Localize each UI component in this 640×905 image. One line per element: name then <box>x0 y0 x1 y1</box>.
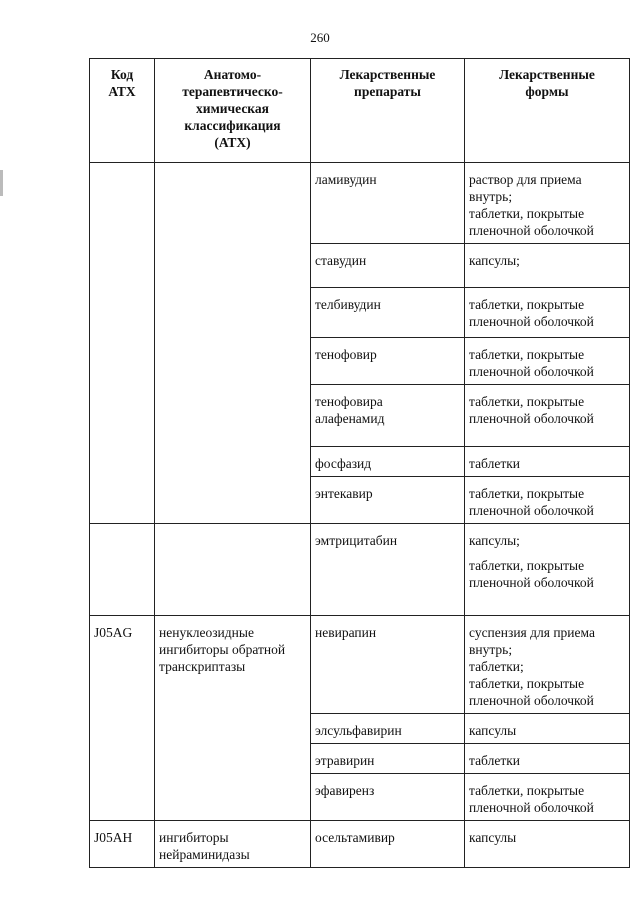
dosage-form-cell <box>465 163 630 244</box>
drug-cell <box>311 338 465 385</box>
cell-line: фосфазид <box>315 456 372 471</box>
drug-cell <box>311 616 465 714</box>
dosage-form-cell <box>465 477 630 524</box>
cell-line: таблетки, покрытые <box>469 558 585 573</box>
cell-line: пленочной оболочкой <box>469 314 594 329</box>
dosage-form-cell <box>465 744 630 774</box>
header-line: (АТХ) <box>214 135 251 150</box>
table-row <box>90 821 630 868</box>
paragraph-gap <box>469 549 625 557</box>
atx-code-cell <box>90 524 155 616</box>
drug-cell <box>311 477 465 524</box>
dosage-form-cell <box>465 338 630 385</box>
cell-line: внутрь; <box>469 642 513 657</box>
header-drugs <box>311 59 465 163</box>
header-line: классификация <box>184 118 281 133</box>
header-line: препараты <box>354 84 421 99</box>
table-row <box>90 524 630 616</box>
header-code <box>90 59 155 163</box>
cell-line: транскриптазы <box>159 659 246 674</box>
cell-line: ненуклеозидные <box>159 625 254 640</box>
header-line: терапевтическо- <box>182 84 283 99</box>
cell-line: капсулы <box>469 723 517 738</box>
header-line: Анатомо- <box>203 67 262 82</box>
cell-line: пленочной оболочкой <box>469 693 594 708</box>
drug-cell <box>311 288 465 338</box>
classification-cell <box>155 163 311 524</box>
cell-line: энтекавир <box>315 486 373 501</box>
cell-line: таблетки, покрытые <box>469 297 585 312</box>
cell-line: ставудин <box>315 253 367 268</box>
table-row <box>90 163 630 244</box>
header-line: Лекарственные <box>339 67 436 82</box>
cell-line: таблетки, покрытые <box>469 783 585 798</box>
dosage-form-cell <box>465 524 630 616</box>
dosage-form-cell <box>465 821 630 868</box>
cell-line: невирапин <box>315 625 377 640</box>
cell-line: ингибиторы <box>159 830 229 845</box>
drug-cell <box>311 821 465 868</box>
cell-line: внутрь; <box>469 189 513 204</box>
cell-line: эмтрицитабин <box>315 533 398 548</box>
cell-line: пленочной оболочкой <box>469 364 594 379</box>
cell-line: этравирин <box>315 753 375 768</box>
dosage-form-cell <box>465 288 630 338</box>
cell-line: тенофовира <box>315 394 383 409</box>
cell-line: пленочной оболочкой <box>469 800 594 815</box>
cell-line: эфавиренз <box>315 783 375 798</box>
atx-code-cell: J05AH <box>90 821 155 868</box>
cell-line: таблетки, покрытые <box>469 206 585 221</box>
cell-line: раствор для приема <box>469 172 582 187</box>
table-header-row <box>90 59 630 163</box>
header-forms <box>465 59 630 163</box>
cell-line: осельтамивир <box>315 830 395 845</box>
cell-line: пленочной оболочкой <box>469 503 594 518</box>
cell-line: капсулы <box>469 830 517 845</box>
cell-line: капсулы; <box>469 533 520 548</box>
cell-line: пленочной оболочкой <box>469 575 594 590</box>
dosage-form-cell <box>465 714 630 744</box>
cell-line: таблетки <box>469 753 521 768</box>
cell-line: таблетки, покрытые <box>469 486 585 501</box>
cell-line: ламивудин <box>315 172 377 187</box>
dosage-form-cell <box>465 244 630 288</box>
dosage-form-cell <box>465 774 630 821</box>
cell-line: алафенамид <box>315 411 385 426</box>
cell-line: пленочной оболочкой <box>469 411 594 426</box>
scan-edge-mark <box>0 170 3 196</box>
cell-line: таблетки; <box>469 659 524 674</box>
cell-line: телбивудин <box>315 297 381 312</box>
cell-line: таблетки <box>469 456 521 471</box>
cell-line: капсулы; <box>469 253 520 268</box>
drug-cell <box>311 744 465 774</box>
atx-code-cell: J05AG <box>90 616 155 821</box>
drug-cell <box>311 524 465 616</box>
drug-cell <box>311 163 465 244</box>
cell-line: пленочной оболочкой <box>469 223 594 238</box>
classification-cell <box>155 821 311 868</box>
dosage-form-cell <box>465 447 630 477</box>
atx-table <box>89 58 630 868</box>
dosage-form-cell <box>465 616 630 714</box>
cell-line: тенофовир <box>315 347 377 362</box>
drug-cell <box>311 714 465 744</box>
table-body <box>90 163 630 868</box>
header-line: химическая <box>196 101 269 116</box>
atx-code-cell <box>90 163 155 524</box>
page-number: 260 <box>310 30 330 45</box>
cell-line: нейраминидазы <box>159 847 250 862</box>
cell-line: таблетки, покрытые <box>469 394 585 409</box>
header-line: Код <box>110 67 134 82</box>
cell-line: таблетки, покрытые <box>469 347 585 362</box>
dosage-form-cell <box>465 385 630 447</box>
table-row <box>90 616 630 714</box>
cell-line: суспензия для приема <box>469 625 595 640</box>
header-line: Лекарственные <box>499 67 595 82</box>
drug-cell <box>311 774 465 821</box>
classification-cell <box>155 524 311 616</box>
cell-line: таблетки, покрытые <box>469 676 585 691</box>
drug-cell <box>311 244 465 288</box>
drug-cell <box>311 447 465 477</box>
header-line: АТХ <box>108 84 136 99</box>
classification-cell <box>155 616 311 821</box>
cell-line: ингибиторы обратной <box>159 642 286 657</box>
cell-line: элсульфавирин <box>315 723 402 738</box>
drug-cell <box>311 385 465 447</box>
header-classification <box>155 59 311 163</box>
header-line: формы <box>525 84 569 99</box>
